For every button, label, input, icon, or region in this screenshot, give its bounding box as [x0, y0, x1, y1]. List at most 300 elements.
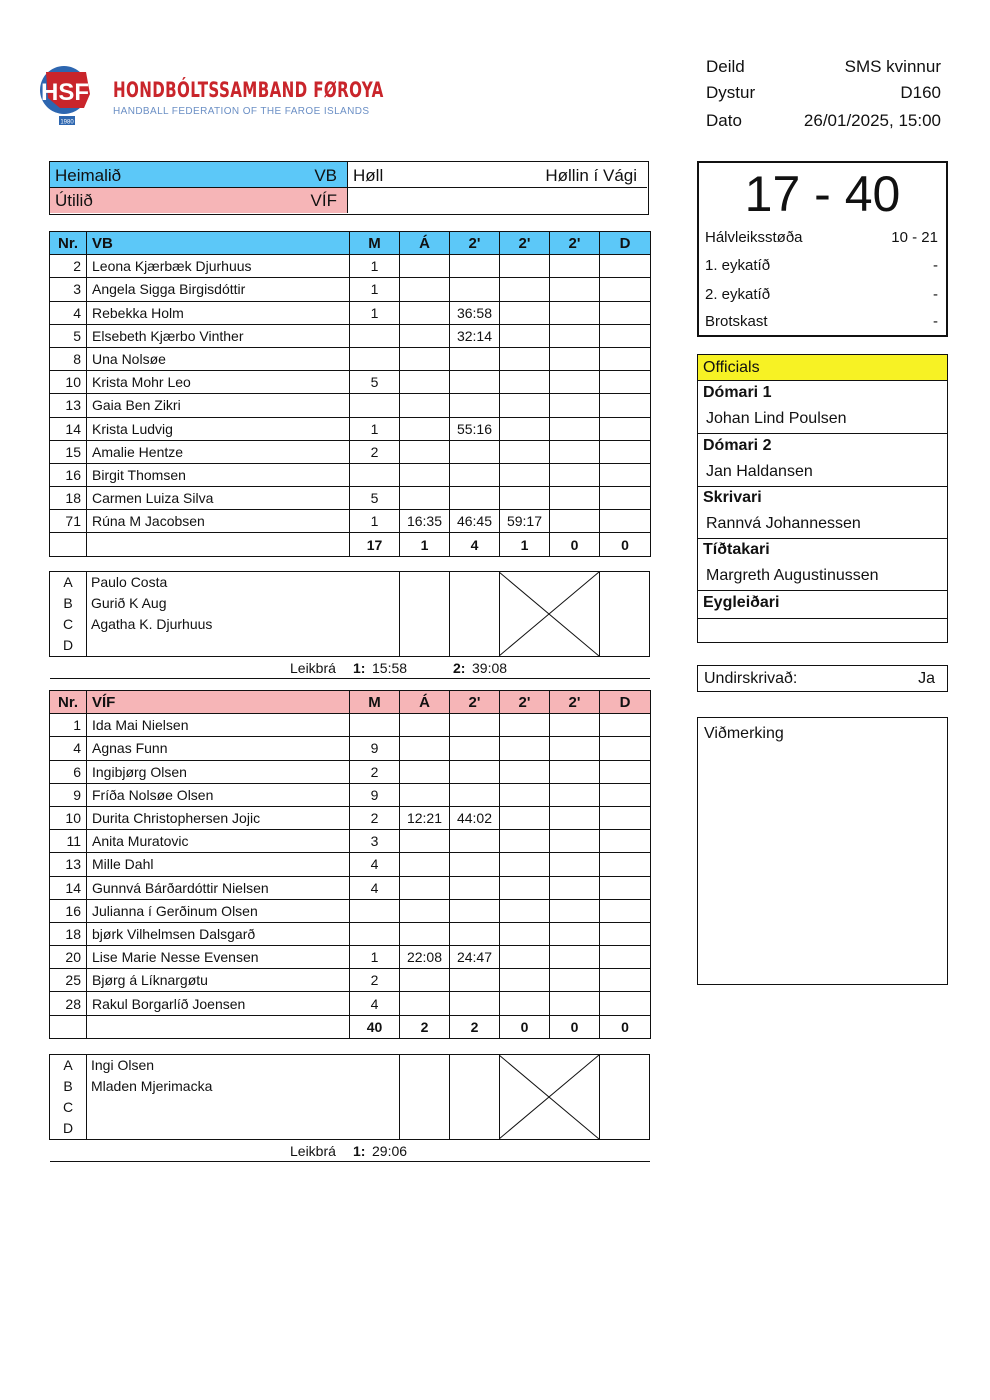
player-stat-s1 [450, 830, 500, 853]
total-s3: 0 [550, 1015, 600, 1038]
player-name: Rakul Borgarlíð Joensen [87, 992, 350, 1015]
home-officials-box [49, 571, 650, 657]
player-stat-s2 [500, 371, 550, 394]
signed-value: Ja [918, 670, 935, 687]
player-row [50, 853, 651, 876]
player-stat-s3 [550, 347, 600, 370]
final-score: 17 - 40 [744, 166, 901, 222]
player-row [50, 417, 651, 440]
remarks-label: Viðmerking [704, 725, 784, 742]
player-stat-s1 [450, 487, 500, 510]
team-name: VÍF [87, 691, 350, 714]
player-number: 8 [50, 347, 87, 370]
player-stat-a [400, 714, 450, 737]
remarks-box [697, 717, 948, 985]
player-stat-m: 4 [350, 992, 400, 1015]
player-row [50, 487, 651, 510]
player-stat-d [600, 371, 651, 394]
official-letter: C [62, 1099, 74, 1115]
player-stat-s3 [550, 417, 600, 440]
score-row-label: Hálvleiksstøða [705, 229, 803, 246]
player-row [50, 440, 651, 463]
hall-label: Høll [353, 166, 384, 185]
player-stat-s2 [500, 737, 550, 760]
official-names [91, 1055, 212, 1139]
official-name: Johan Lind Poulsen [706, 410, 847, 427]
player-stat-s2 [500, 946, 550, 969]
official-letter: D [62, 637, 74, 653]
player-stat-s1: 24:47 [450, 946, 500, 969]
hsf-emblem-icon [38, 58, 108, 133]
player-stat-s2 [500, 440, 550, 463]
totals-row [50, 1015, 651, 1038]
official-names [91, 572, 212, 656]
player-name: Birgit Thomsen [87, 463, 350, 486]
officials-title: Officials [698, 355, 947, 381]
official-letter: D [62, 1120, 74, 1136]
away-officials-box [49, 1054, 650, 1140]
player-stat-s2 [500, 783, 550, 806]
meta-label: Dato [706, 111, 742, 130]
total-s1: 2 [450, 1015, 500, 1038]
player-stat-s2 [500, 463, 550, 486]
player-stat-s1 [450, 783, 500, 806]
player-stat-d [600, 783, 651, 806]
col-disqualification: D [600, 691, 651, 714]
player-stat-m: 1 [350, 946, 400, 969]
away-players-body [50, 714, 651, 1039]
score-row-label: 2. eykatíð [705, 286, 771, 303]
player-row [50, 510, 651, 533]
hall-value: Høllin í Vági [545, 166, 637, 185]
totals-row [50, 533, 651, 556]
logo-letters: HSF [41, 79, 89, 106]
player-stat-m: 4 [350, 876, 400, 899]
player-stat-s1 [450, 394, 500, 417]
player-number: 2 [50, 255, 87, 278]
player-stat-m: 2 [350, 806, 400, 829]
player-stat-s3 [550, 853, 600, 876]
player-name: bjørk Vilhelmsen Dalsgarð [87, 922, 350, 945]
score-row-label: Brotskast [705, 313, 768, 330]
player-stat-a [400, 324, 450, 347]
player-stat-m [350, 347, 400, 370]
org-name: HONDBÓLTSSAMBAND FØROYA [113, 78, 384, 102]
player-stat-d [600, 394, 651, 417]
player-stat-s1 [450, 440, 500, 463]
player-number: 11 [50, 830, 87, 853]
total-m: 40 [350, 1015, 400, 1038]
suspension-key: 2: [453, 660, 466, 676]
player-stat-s2 [500, 876, 550, 899]
suspension-label: Leikbrá [290, 660, 336, 676]
team-official-name: Agatha K. Djurhuus [91, 616, 213, 632]
official-role: Skrivari [703, 489, 762, 506]
player-stat-a [400, 830, 450, 853]
player-stat-d [600, 440, 651, 463]
official-letter: C [62, 616, 74, 632]
player-name: Una Nolsøe [87, 347, 350, 370]
player-row [50, 347, 651, 370]
player-stat-s3 [550, 830, 600, 853]
player-row [50, 463, 651, 486]
player-stat-d [600, 324, 651, 347]
away-team-row [50, 188, 348, 213]
score-row-value: - [933, 257, 938, 274]
official-letter: A [63, 574, 73, 590]
player-stat-m: 1 [350, 278, 400, 301]
player-number: 14 [50, 876, 87, 899]
player-name: Krista Ludvig [87, 417, 350, 440]
player-stat-a [400, 440, 450, 463]
player-name: Ingibjørg Olsen [87, 760, 350, 783]
player-stat-a [400, 463, 450, 486]
player-name: Agnas Funn [87, 737, 350, 760]
player-number: 10 [50, 371, 87, 394]
player-stat-d [600, 969, 651, 992]
team-official-name: Gurið K Aug [91, 595, 167, 611]
player-stat-m [350, 463, 400, 486]
total-s1: 4 [450, 533, 500, 556]
player-stat-m: 1 [350, 255, 400, 278]
official-role: Tíðtakari [703, 541, 770, 558]
player-number: 13 [50, 394, 87, 417]
col-suspension-3: 2' [550, 232, 600, 255]
player-stat-a: 22:08 [400, 946, 450, 969]
player-row [50, 278, 651, 301]
player-row [50, 301, 651, 324]
player-name: Mille Dahl [87, 853, 350, 876]
home-label: Heimalið [55, 166, 122, 185]
team-official-name [91, 1097, 212, 1118]
total-d: 0 [600, 1015, 651, 1038]
player-stat-m: 5 [350, 371, 400, 394]
col-nr: Nr. [50, 232, 87, 255]
player-stat-a [400, 783, 450, 806]
meta-label: Dystur [706, 83, 756, 102]
player-stat-a [400, 760, 450, 783]
player-stat-d [600, 853, 651, 876]
official-name: Rannvá Johannessen [706, 515, 861, 532]
home-code: VB [314, 166, 337, 185]
player-stat-s2 [500, 278, 550, 301]
player-stat-m [350, 324, 400, 347]
player-number: 71 [50, 510, 87, 533]
player-stat-s1 [450, 760, 500, 783]
player-row [50, 324, 651, 347]
player-stat-s3 [550, 301, 600, 324]
player-stat-m [350, 394, 400, 417]
suspension-value: 29:06 [372, 1143, 408, 1159]
suspension-label: Leikbrá [290, 1143, 336, 1159]
player-name: Angela Sigga Birgisdóttir [87, 278, 350, 301]
player-stat-a [400, 301, 450, 324]
official-letter: B [63, 1078, 73, 1094]
player-stat-s3 [550, 969, 600, 992]
official-block [698, 486, 947, 539]
official-letters [50, 1055, 86, 1139]
player-stat-s3 [550, 463, 600, 486]
player-name: Gaia Ben Zikri [87, 394, 350, 417]
player-stat-s1 [450, 876, 500, 899]
total-s2: 1 [500, 533, 550, 556]
player-stat-d [600, 301, 651, 324]
col-goals: M [350, 232, 400, 255]
home-players-body [50, 255, 651, 556]
player-stat-s3 [550, 255, 600, 278]
player-row [50, 899, 651, 922]
player-stat-m [350, 899, 400, 922]
player-stat-s3 [550, 992, 600, 1015]
player-number: 20 [50, 946, 87, 969]
player-row [50, 371, 651, 394]
player-name: Fríða Nolsøe Olsen [87, 783, 350, 806]
match-meta [706, 57, 941, 137]
col-suspension-3: 2' [550, 691, 600, 714]
player-stat-d [600, 714, 651, 737]
player-stat-a [400, 487, 450, 510]
player-row [50, 760, 651, 783]
home-suspension-line [50, 660, 650, 679]
player-number: 6 [50, 760, 87, 783]
score-row-label: 1. eykatíð [705, 257, 771, 274]
team-official-name [91, 635, 212, 656]
player-stat-s3 [550, 324, 600, 347]
player-row [50, 783, 651, 806]
player-number: 15 [50, 440, 87, 463]
official-role: Dómari 1 [703, 384, 772, 401]
total-m: 17 [350, 533, 400, 556]
player-stat-s1 [450, 899, 500, 922]
official-letters [50, 572, 86, 656]
player-row [50, 876, 651, 899]
player-stat-m: 1 [350, 510, 400, 533]
official-name: Margreth Augustinussen [706, 567, 879, 584]
player-stat-s1 [450, 853, 500, 876]
suspension-key: 1: [353, 1143, 366, 1159]
player-stat-a [400, 255, 450, 278]
player-stat-s3 [550, 278, 600, 301]
player-name: Bjørg á Líknargøtu [87, 969, 350, 992]
team-official-name: Paulo Costa [91, 574, 168, 590]
player-stat-m: 2 [350, 440, 400, 463]
official-letter: A [63, 1057, 73, 1073]
player-stat-d [600, 278, 651, 301]
player-stat-s3 [550, 876, 600, 899]
player-stat-a: 16:35 [400, 510, 450, 533]
score-row [705, 257, 938, 274]
teams-info-box [49, 161, 649, 215]
player-stat-s2 [500, 899, 550, 922]
col-goals: M [350, 691, 400, 714]
player-number: 1 [50, 714, 87, 737]
player-stat-s3 [550, 922, 600, 945]
player-stat-s2 [500, 922, 550, 945]
player-number: 14 [50, 417, 87, 440]
player-stat-s2: 59:17 [500, 510, 550, 533]
col-suspension-1: 2' [450, 232, 500, 255]
player-name: Julianna í Gerðinum Olsen [87, 899, 350, 922]
player-stat-s1 [450, 347, 500, 370]
player-stat-m: 9 [350, 737, 400, 760]
away-label: Útilið [55, 191, 93, 210]
meta-label: Deild [706, 57, 745, 76]
player-stat-m: 1 [350, 417, 400, 440]
official-role: Eygleiðari [703, 594, 780, 611]
col-nr: Nr. [50, 691, 87, 714]
player-stat-s3 [550, 760, 600, 783]
player-stat-s1: 46:45 [450, 510, 500, 533]
player-row [50, 969, 651, 992]
player-stat-m [350, 922, 400, 945]
player-stat-d [600, 347, 651, 370]
player-name: Elsebeth Kjærbo Vinther [87, 324, 350, 347]
player-name: Anita Muratovic [87, 830, 350, 853]
player-stat-a [400, 394, 450, 417]
match-officials-box [697, 354, 948, 643]
meta-value: 26/01/2025, 15:00 [803, 111, 941, 130]
player-stat-d [600, 255, 651, 278]
player-stat-a [400, 347, 450, 370]
player-stat-s1 [450, 371, 500, 394]
player-stat-s1 [450, 992, 500, 1015]
player-stat-d [600, 737, 651, 760]
player-stat-s3 [550, 946, 600, 969]
player-stat-s1 [450, 737, 500, 760]
col-suspension-1: 2' [450, 691, 500, 714]
player-stat-s2 [500, 394, 550, 417]
player-stat-s2 [500, 417, 550, 440]
away-code: VÍF [310, 191, 337, 210]
suspension-value: 39:08 [472, 660, 508, 676]
score-row [705, 313, 938, 330]
signed-label: Undirskrivað: [704, 670, 798, 687]
team-official-name: Ingi Olsen [91, 1057, 155, 1073]
player-stat-s1 [450, 278, 500, 301]
player-stat-a [400, 992, 450, 1015]
player-stat-s1: 36:58 [450, 301, 500, 324]
player-stat-s2 [500, 992, 550, 1015]
player-row [50, 737, 651, 760]
col-suspension-2: 2' [500, 232, 550, 255]
player-stat-m: 4 [350, 853, 400, 876]
player-stat-d [600, 806, 651, 829]
team-name: VB [87, 232, 350, 255]
player-stat-s2 [500, 301, 550, 324]
player-stat-s1: 32:14 [450, 324, 500, 347]
player-stat-s1 [450, 922, 500, 945]
player-stat-d [600, 876, 651, 899]
player-stat-a [400, 853, 450, 876]
player-stat-s3 [550, 440, 600, 463]
player-stat-m: 5 [350, 487, 400, 510]
official-name: Jan Haldansen [706, 463, 813, 480]
player-name: Gunnvá Bárðardóttir Nielsen [87, 876, 350, 899]
player-stat-s3 [550, 783, 600, 806]
crossed-box-icon [499, 572, 599, 656]
player-name: Leona Kjærbæk Djurhuus [87, 255, 350, 278]
player-name: Ida Mai Nielsen [87, 714, 350, 737]
player-stat-s2 [500, 714, 550, 737]
player-stat-s1 [450, 969, 500, 992]
player-number: 5 [50, 324, 87, 347]
player-row [50, 714, 651, 737]
player-number: 28 [50, 992, 87, 1015]
signed-box [697, 665, 948, 692]
player-stat-d [600, 417, 651, 440]
player-stat-a [400, 922, 450, 945]
player-stat-s2 [500, 324, 550, 347]
player-stat-s3 [550, 714, 600, 737]
player-row [50, 992, 651, 1015]
player-stat-m: 9 [350, 783, 400, 806]
player-number: 3 [50, 278, 87, 301]
player-stat-s3 [550, 394, 600, 417]
score-box [697, 161, 948, 337]
player-row [50, 394, 651, 417]
player-stat-a: 12:21 [400, 806, 450, 829]
suspension-value: 15:58 [372, 660, 408, 676]
total-d: 0 [600, 533, 651, 556]
player-number: 25 [50, 969, 87, 992]
player-stat-m: 1 [350, 301, 400, 324]
total-s2: 0 [500, 1015, 550, 1038]
home-players-table [49, 231, 651, 557]
player-row [50, 806, 651, 829]
away-suspension-line [50, 1143, 650, 1162]
logo-year: 1980 [60, 119, 74, 126]
score-row-value: 10 - 21 [891, 229, 938, 246]
player-stat-a [400, 969, 450, 992]
player-row [50, 255, 651, 278]
player-stat-s1: 44:02 [450, 806, 500, 829]
crossed-box-icon [499, 1055, 599, 1139]
player-number: 4 [50, 737, 87, 760]
player-number: 9 [50, 783, 87, 806]
player-stat-d [600, 830, 651, 853]
player-stat-d [600, 899, 651, 922]
org-subtitle: HANDBALL FEDERATION OF THE FAROE ISLANDS [113, 106, 370, 117]
player-row [50, 922, 651, 945]
player-row [50, 946, 651, 969]
player-stat-s3 [550, 371, 600, 394]
player-stat-d [600, 946, 651, 969]
player-number: 18 [50, 922, 87, 945]
player-stat-s3 [550, 487, 600, 510]
col-disqualification: D [600, 232, 651, 255]
player-stat-s2 [500, 347, 550, 370]
hall-row [348, 162, 647, 188]
player-stat-s2 [500, 969, 550, 992]
official-block [698, 538, 947, 591]
player-stat-a [400, 876, 450, 899]
player-name: Rebekka Holm [87, 301, 350, 324]
col-suspension-2: 2' [500, 691, 550, 714]
suspension-key: 1: [353, 660, 366, 676]
player-stat-d [600, 760, 651, 783]
player-stat-s3 [550, 510, 600, 533]
player-number: 18 [50, 487, 87, 510]
col-warning: Á [400, 691, 450, 714]
score-row [705, 286, 938, 303]
player-stat-m: 3 [350, 830, 400, 853]
player-stat-d [600, 487, 651, 510]
player-name: Rúna M Jacobsen [87, 510, 350, 533]
score-row-value: - [933, 313, 938, 330]
player-stat-s1 [450, 463, 500, 486]
player-name: Carmen Luiza Silva [87, 487, 350, 510]
score-row-value: - [933, 286, 938, 303]
